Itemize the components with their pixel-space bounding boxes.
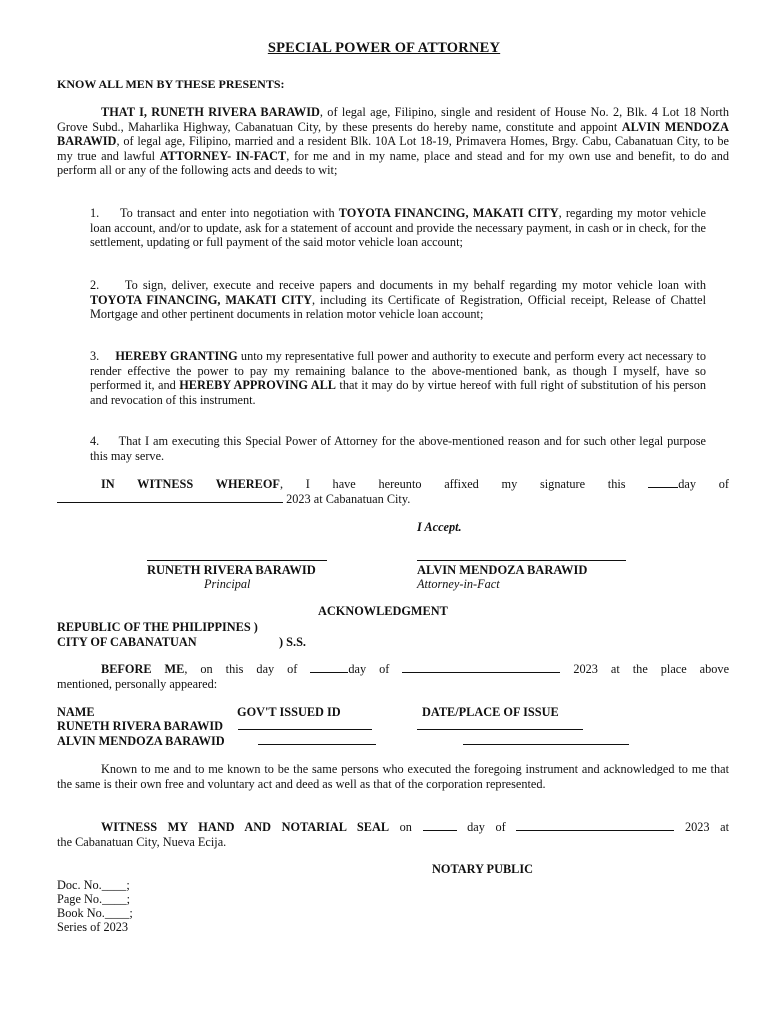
day-blank xyxy=(648,477,678,488)
notarial-seal-line-1: WITNESS MY HAND AND NOTARIAL SEAL on day of 2023 at xyxy=(101,820,730,834)
grantor-name: THAT I, RUNETH RIVERA BARAWID xyxy=(101,105,320,119)
known-to-me-paragraph: Known to me and to me known to be the same persons who executed the foregoing instrument and acknowledged to me that the same is their own free and voluntary act and deed as well as that of the corporation represented. xyxy=(57,762,729,791)
attorney-signature-line xyxy=(417,560,626,561)
principal-role: Principal xyxy=(204,577,251,591)
seal-day-blank xyxy=(423,820,457,831)
attorney-role: Attorney-in-Fact xyxy=(417,577,500,591)
witness-line-1: IN WITNESS WHEREOF, I have hereunto affixed my signature this day of xyxy=(101,477,730,491)
before-me-line-1: BEFORE ME, on this day of day of 2023 at the place above xyxy=(101,662,730,676)
opening-paragraph: THAT I, RUNETH RIVERA BARAWID, of legal age, Filipino, single and resident of House No. 2, Blk. 4 Lot 18 North Grove Subd., Maharlika Highway, Cabanatuan City, by these presents do hereby name, constitute and appoint ALVIN MENDOZA BARAWID, of legal age, Filipino, married and a resident Blk. 10A Lot 18-19, Primavera Homes, Brgy. Cabu, Cabanatuan City, to be my true and lawful ATTORNEY- IN-FACT, for me and in my name, place and stead and for my own use and benefit, to do and perform all or any of the following acts and deeds to wit; xyxy=(57,105,729,177)
appearer-2-date-blank xyxy=(463,734,629,745)
column-date-place: DATE/PLACE OF ISSUE xyxy=(422,705,559,719)
power-item-4: 4. That I am executing this Special Power of Attorney for the above-mentioned reason and for such other legal purpose this may serve. xyxy=(90,434,706,463)
power-item-3: 3. HEREBY GRANTING unto my representative full power and authority to execute and perform every act necessary to render effective the power to pay my remaining balance to the above-mentioned bank, as though I myself, have so performed it, and HEREBY APPROVING ALL that it may do by virtue hereof with full right of substitution of his person and revocation of this instrument. xyxy=(90,349,706,407)
appearer-2-name: ALVIN MENDOZA BARAWID xyxy=(57,734,225,748)
appearer-1-name: RUNETH RIVERA BARAWID xyxy=(57,719,224,733)
attorney-name: ALVIN MENDOZA BARAWID xyxy=(417,563,588,577)
appearer-1-id-blank xyxy=(238,719,372,730)
power-item-1: 1. To transact and enter into negotiation with TOYOTA FINANCING, MAKATI CITY, regarding my motor vehicle loan account, and/or to update, ask for a statement of account and provide the necessary payment, in cash or in check, for the settlement, updating or full payment of the said motor vehicle loan account; xyxy=(90,206,707,249)
month-blank xyxy=(57,492,283,503)
seal-month-blank xyxy=(516,820,674,831)
column-govt-id: GOV'T ISSUED ID xyxy=(237,705,341,719)
power-item-2: 2. To sign, deliver, execute and receive papers and documents in my behalf regarding my motor vehicle loan with TOYOTA FINANCING, MAKATI CITY, including its Certificate of Registration, Official receipt, Release of Chattel Mortgage and other pertinent documents in relation motor vehicle loan account; xyxy=(90,278,706,321)
venue-ss: ) S.S. xyxy=(279,635,306,649)
venue-republic: REPUBLIC OF THE PHILIPPINES ) xyxy=(57,620,258,634)
page-number: Page No.____; xyxy=(57,892,131,906)
principal-name: RUNETH RIVERA BARAWID xyxy=(147,563,316,577)
before-me-line-2: mentioned, personally appeared: xyxy=(57,677,218,691)
ack-month-blank xyxy=(402,662,560,673)
accept-label: I Accept. xyxy=(417,520,462,534)
book-number: Book No.____; xyxy=(57,906,133,920)
doc-number: Doc. No.____; xyxy=(57,878,130,892)
attorney-in-fact-role: ATTORNEY- IN-FACT xyxy=(159,148,287,163)
column-name: NAME xyxy=(57,705,95,719)
appearer-2-id-blank xyxy=(258,734,376,745)
witness-line-2: 2023 at Cabanatuan City. xyxy=(57,492,410,507)
document-title: SPECIAL POWER OF ATTORNEY xyxy=(267,40,501,56)
notary-public-label: NOTARY PUBLIC xyxy=(432,862,534,876)
notarial-seal-line-2: the Cabanatuan City, Nueva Ecija. xyxy=(57,835,227,849)
agent-name: ALVIN MENDOZA BARAWID xyxy=(57,119,729,148)
principal-signature-line xyxy=(147,560,327,561)
venue-city: CITY OF CABANATUAN xyxy=(57,635,197,649)
series-year: Series of 2023 xyxy=(57,920,129,934)
appearer-1-date-blank xyxy=(417,719,583,730)
intro-heading: KNOW ALL MEN BY THESE PRESENTS: xyxy=(57,77,285,91)
ack-day-blank xyxy=(310,662,348,673)
acknowledgment-heading: ACKNOWLEDGMENT xyxy=(318,604,448,618)
